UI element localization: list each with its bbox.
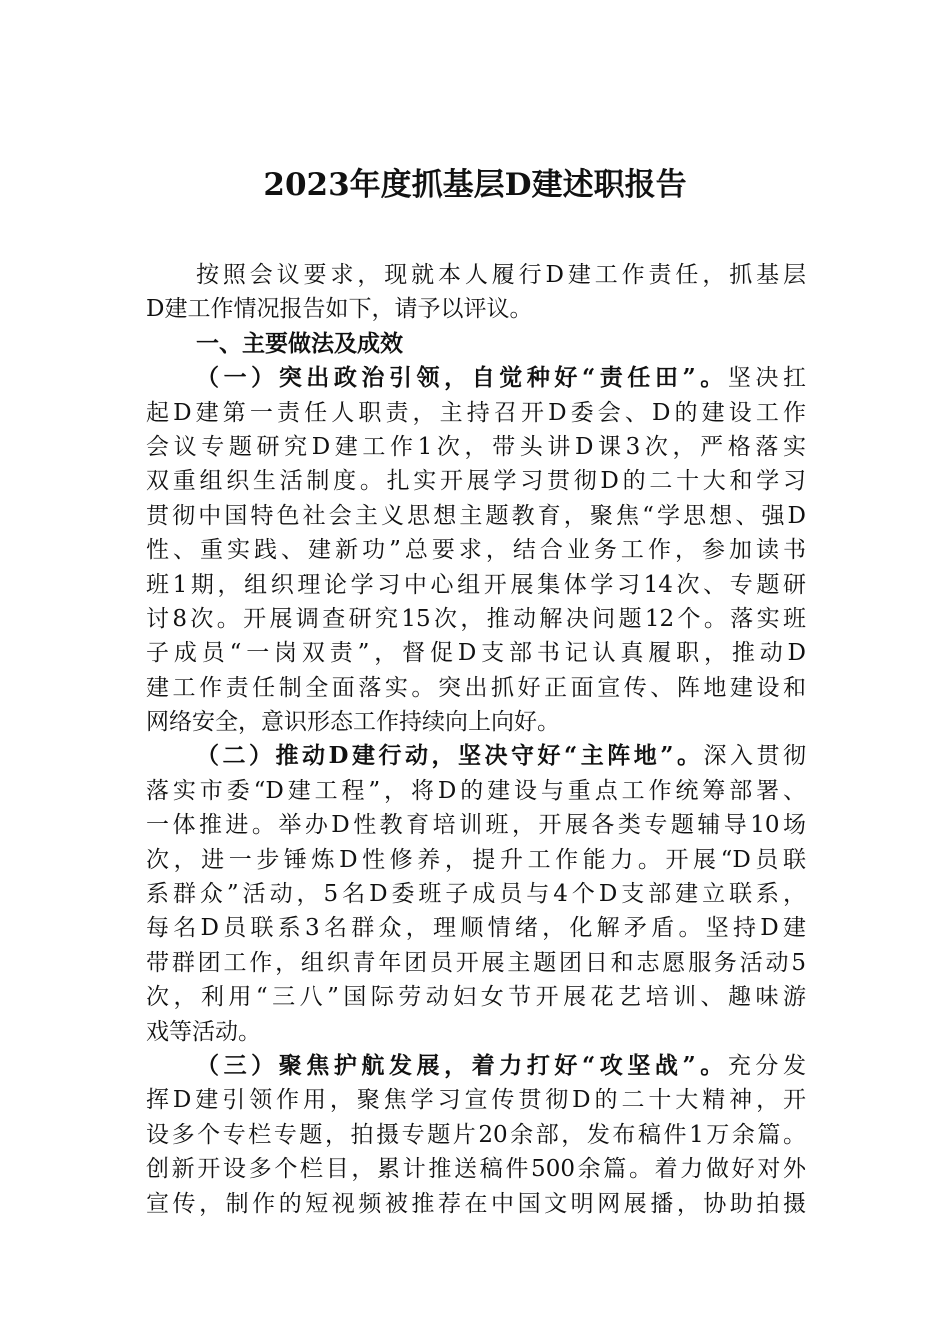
paragraph-text: 坚决扛 bbox=[727, 365, 806, 392]
paragraph-line: 系群众”活动，5名D委班子成员与4个D支部建立联系， bbox=[146, 881, 806, 908]
intro-line: 按照会议要求，现就本人履行D建工作责任，抓基层 bbox=[196, 262, 806, 288]
paragraph-line: 一体推进。举办D性教育培训班，开展各类专题辅导10场 bbox=[146, 812, 806, 839]
paragraph-text: 深入贯彻 bbox=[703, 743, 807, 770]
paragraph-line: 起D建第一责任人职责，主持召开D委会、D的建设工作 bbox=[146, 399, 806, 426]
paragraph-line: 挥D建引领作用，聚焦学习宣传贯彻D的二十大精神，开 bbox=[146, 1087, 806, 1114]
document-body bbox=[146, 258, 806, 1221]
paragraph-line: 班1期，组织理论学习中心组开展集体学习14次、专题研 bbox=[146, 571, 806, 598]
paragraph-line: 每名D员联系3名群众，理顺情绪，化解矛盾。坚持D建 bbox=[146, 915, 806, 942]
intro-line: D建工作情况报告如下，请予以评议。 bbox=[146, 296, 533, 323]
paragraph-line: 落实市委“D建工程”，将D的建设与重点工作统筹部署、 bbox=[146, 777, 806, 804]
paragraph-lead-line bbox=[146, 739, 806, 773]
paragraph-line: 带群团工作，组织青年团员开展主题团日和志愿服务活动5 bbox=[146, 949, 806, 976]
paragraph-line: 讨8次。开展调查研究15次，推动解决问题12个。落实班 bbox=[146, 605, 806, 632]
paragraph-line: 次，进一步锤炼D性修养，提升工作能力。开展“D员联 bbox=[146, 846, 806, 873]
section-heading: 一、主要做法及成效 bbox=[196, 330, 403, 357]
paragraph-lead: （三）聚焦护航发展，着力打好“攻坚战”。 bbox=[196, 1051, 728, 1079]
paragraph-line: 宣传，制作的短视频被推荐在中国文明网展播，协助拍摄 bbox=[146, 1190, 806, 1217]
paragraph-line: 创新开设多个栏目，累计推送稿件500余篇。着力做好对外 bbox=[146, 1156, 806, 1183]
paragraph-line: 双重组织生活制度。扎实开展学习贯彻D的二十大和学习 bbox=[146, 468, 806, 495]
paragraph-line: 性、重实践、建新功”总要求，结合业务工作，参加读书 bbox=[146, 537, 806, 564]
paragraph-lead-line bbox=[146, 361, 806, 395]
paragraph-line: 会议专题研究D建工作1次，带头讲D课3次，严格落实 bbox=[146, 433, 806, 460]
paragraph-lead: （一）突出政治引领，自觉种好“责任田”。 bbox=[196, 364, 728, 392]
paragraph-lead: （二）推动D建行动，坚决守好“主阵地”。 bbox=[196, 742, 704, 770]
paragraph-line: 子成员“一岗双责”，督促D支部书记认真履职，推动D bbox=[146, 640, 806, 667]
document-title: 2023年度抓基层D建述职报告 bbox=[263, 167, 687, 203]
paragraph-line: 建工作责任制全面落实。突出抓好正面宣传、阵地建设和 bbox=[146, 674, 806, 701]
paragraph-line: 戏等活动。 bbox=[146, 1018, 261, 1045]
paragraph-line: 网络安全，意识形态工作持续向上向好。 bbox=[146, 709, 560, 736]
paragraph-line: 设多个专栏专题，拍摄专题片20余部，发布稿件1万余篇。 bbox=[146, 1121, 806, 1148]
paragraph-line: 贯彻中国特色社会主义思想主题教育，聚焦“学思想、强D bbox=[146, 502, 806, 529]
paragraph-text: 充分发 bbox=[727, 1052, 806, 1079]
paragraph-line: 次，利用“三八”国际劳动妇女节开展花艺培训、趣味游 bbox=[146, 984, 806, 1011]
paragraph-lead-line bbox=[146, 1049, 806, 1083]
